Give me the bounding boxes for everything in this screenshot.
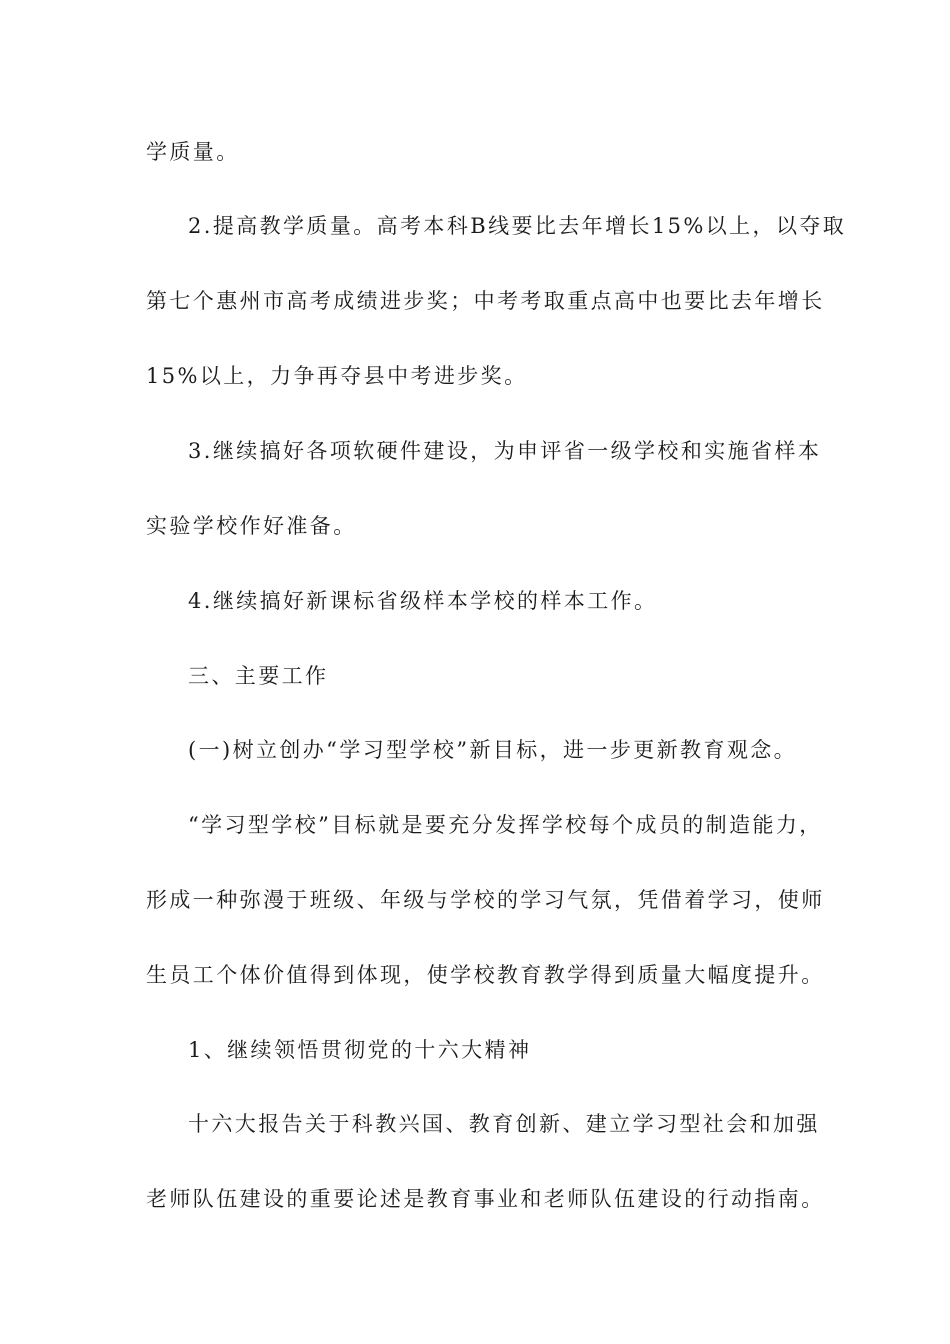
text-line: 实验学校作好准备。 — [146, 514, 357, 538]
text-line: 15%以上，力争再夺县中考进步奖。 — [146, 364, 528, 388]
text-line: 形成一种弥漫于班级、年级与学校的学习气氛，凭借着学习，使师 — [146, 888, 825, 912]
text-line: 第七个惠州市高考成绩进步奖；中考考取重点高中也要比去年增长 — [146, 289, 825, 313]
text-line: 老师队伍建设的重要论述是教育事业和老师队伍建设的行动指南。 — [146, 1187, 825, 1211]
text-line: 十六大报告关于科教兴国、教育创新、建立学习型社会和加强 — [188, 1112, 820, 1136]
subsection-heading: (一)树立创办“学习型学校”新目标，进一步更新教育观念。 — [188, 738, 798, 762]
item-heading: 1、继续领悟贯彻党的十六大精神 — [188, 1038, 532, 1062]
text-line: “学习型学校”目标就是要充分发挥学校每个成员的制造能力， — [188, 813, 823, 837]
text-line: 3.继续搞好各项软硬件建设，为申评省一级学校和实施省样本 — [188, 439, 822, 463]
section-heading: 三、主要工作 — [188, 664, 329, 688]
text-line: 4.继续搞好新课标省级样本学校的样本工作。 — [188, 589, 658, 613]
text-line: 2.提高教学质量。高考本科B线要比去年增长15%以上，以夺取 — [188, 214, 847, 238]
text-line: 学质量。 — [146, 140, 240, 164]
text-line: 生员工个体价值得到体现，使学校教育教学得到质量大幅度提升。 — [146, 963, 825, 987]
